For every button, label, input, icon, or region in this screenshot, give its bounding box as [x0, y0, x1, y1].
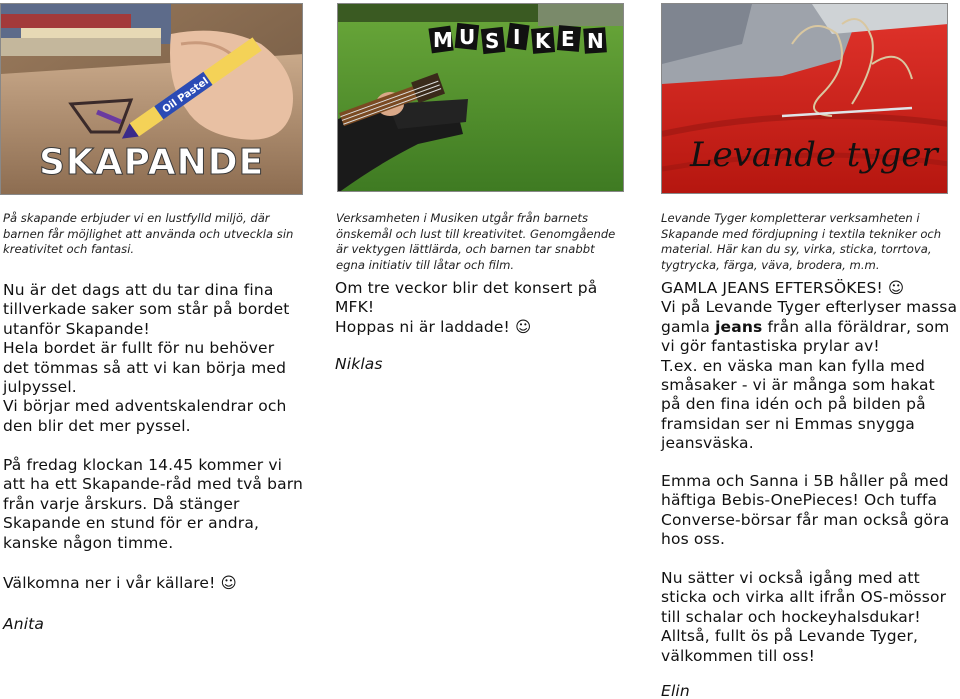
musiken-letter: I	[513, 25, 521, 49]
tyger-heading: GAMLA JEANS EFTERSÖKES! ☺	[661, 279, 905, 297]
tyger-signature: Elin	[661, 682, 690, 699]
tyger-body	[661, 279, 959, 454]
skapande-signature: Anita	[3, 615, 45, 633]
skapande-photo-title: SKAPANDE	[39, 142, 265, 183]
skapande-welcome: Välkomna ner i vår källare! ☺	[3, 574, 237, 592]
musiken-body	[335, 279, 625, 337]
tyger-jeans-text-b: från alla föräldrar, som vi gör fantastiska prylar av!	[661, 317, 950, 356]
musiken-image	[338, 4, 624, 192]
skapande-paragraph: Hela bordet är fullt för nu behöver det tömmas så att vi kan börja med julpyssel.	[3, 339, 287, 397]
tyger-intro: Levande Tyger kompletterar verksamheten i Skapande med fördjupning i textila tekniker och material. Här kan du sy, virka, sticka, torrtova, tygtrycka, färga, väva, brodera, m.m.	[661, 211, 942, 272]
musiken-letter: M	[433, 28, 453, 52]
musiken-photo	[337, 3, 624, 192]
skapande-paragraph: Nu är det dags att du tar dina fina tillverkade saker som står på bordet utanför Skapande!	[3, 281, 290, 338]
musiken-paragraph: Hoppas ni är laddade! ☺	[335, 317, 532, 336]
musiken-letter: K	[535, 29, 551, 53]
musiken-letter: U	[459, 25, 476, 49]
tyger-photo	[661, 3, 948, 194]
musiken-intro: Verksamheten i Musiken utgår från barnets önskemål och lust till kreativitet. Genomgående är vektygen lättlärda, och barnen tar snabbt egna initiativ till låtar och film.	[336, 211, 616, 272]
skapande-council-paragraph: På fredag klockan 14.45 kommer vi att ha ett Skapande-råd med två barn från varje årskurs. Då stänger Skapande en stund för er andra, kanske någon timme.	[3, 456, 303, 552]
musiken-letter: S	[485, 29, 500, 53]
tyger-jeans-text-a: Vi på Levande Tyger efterlyser massa gamla	[661, 298, 958, 336]
musiken-signature: Niklas	[335, 355, 383, 373]
tyger-paragraph: T.ex. en väska man kan fylla med småsaker - vi är många som hakat på den fina idén och på bilden på framsidan ser ni Emmas snygga jeansväska.	[661, 356, 935, 453]
musiken-letter: E	[561, 27, 575, 51]
crayon-label: Oil Pastel	[160, 75, 211, 116]
skapande-paragraph: Vi börjar med adventskalendrar och den blir det mer pyssel.	[3, 397, 287, 435]
tyger-jeans-keyword: jeans	[715, 317, 763, 336]
musiken-letter: N	[587, 29, 604, 53]
skapande-intro: På skapande erbjuder vi en lustfylld miljö, där barnen får möjlighet att använda och utveckla sin kreativitet och fantasi.	[3, 211, 294, 256]
skapande-image	[1, 4, 303, 195]
tyger-photo-title: Levande tyger	[690, 135, 938, 175]
tyger-onepieces-paragraph: Emma och Sanna i 5B håller på med häftiga Bebis-OnePieces! Och tuffa Converse-börsar får man också göra hos oss.	[661, 472, 950, 549]
tyger-jeans-paragraph	[661, 298, 959, 356]
tyger-image	[662, 4, 948, 194]
tyger-knitting-paragraph: Nu sätter vi också igång med att sticka och virka allt ifrån OS-mössor till schalar och hockeyhalsdukar! Alltså, fullt ös på Levande Tyger, välkommen till oss!	[661, 569, 947, 665]
skapande-photo	[0, 3, 303, 195]
musiken-paragraph: Om tre veckor blir det konsert på MFK!	[335, 279, 598, 317]
skapande-body	[3, 281, 303, 436]
